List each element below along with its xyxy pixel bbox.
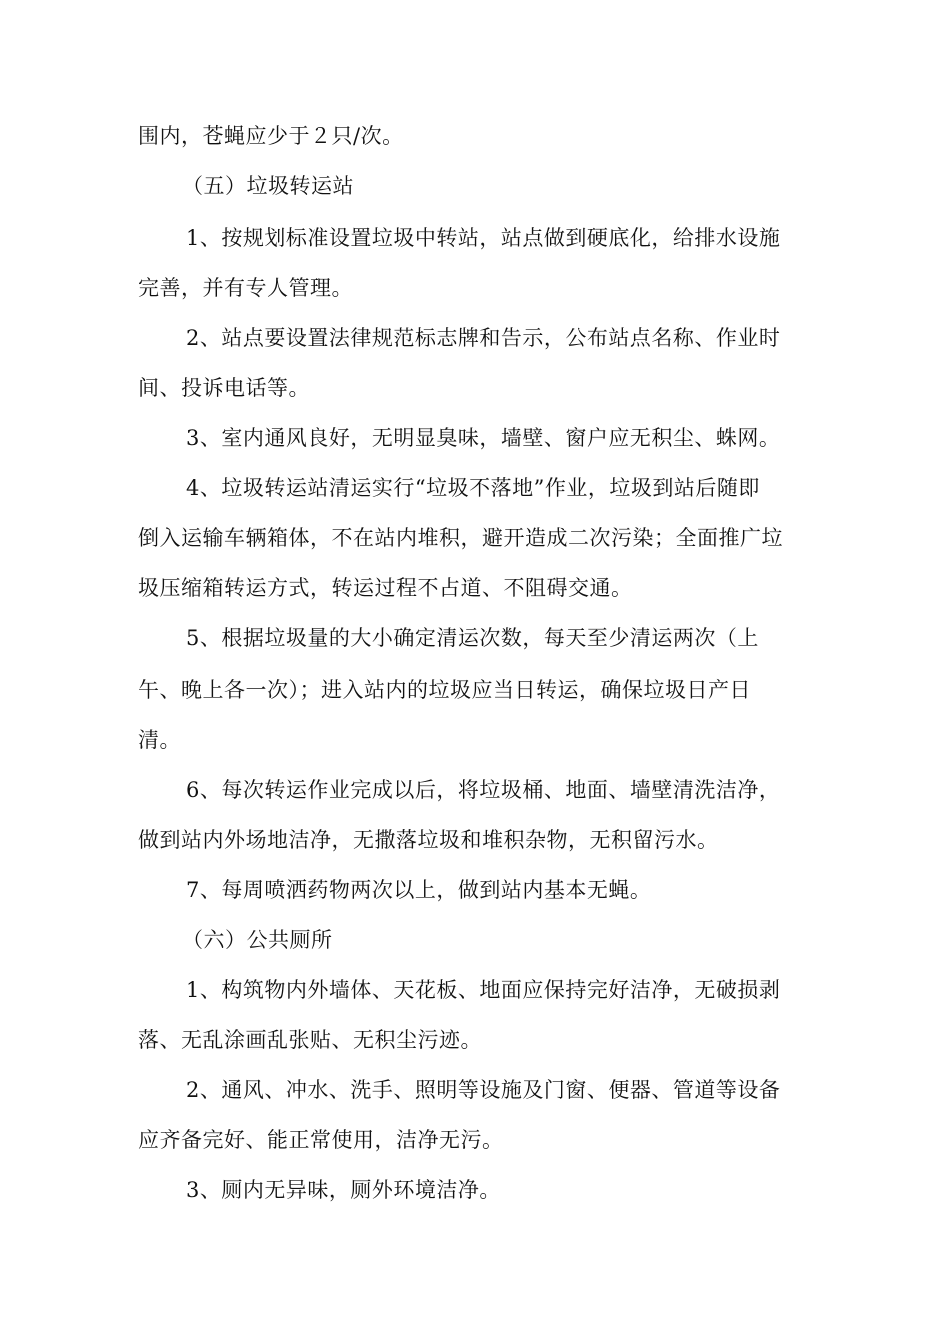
text-line-15: 做到站内外场地洁净，无撒落垃圾和堆积杂物，无积留污水。 (138, 828, 719, 852)
text-line-6: 间、投诉电话等。 (138, 376, 310, 400)
text-line-16: 7、每周喷洒药物两次以上，做到站内基本无蝇。 (186, 878, 652, 902)
text-line-8: 4、垃圾转运站清运实行“垃圾不落地”作业，垃圾到站后随即 (186, 476, 760, 500)
text-line-5: 2、站点要设置法律规范标志牌和告示，公布站点名称、作业时 (186, 326, 781, 350)
text-line-21: 应齐备完好、能正常使用，洁净无污。 (138, 1128, 504, 1152)
text-line-7: 3、室内通风良好，无明显臭味，墙壁、窗户应无积尘、蛛网。 (186, 426, 781, 450)
text-line-1: 围内，苍蝇应少于２只/次。 (138, 124, 404, 148)
text-line-3: 1、按规划标准设置垃圾中转站，站点做到硬底化，给排水设施 (186, 226, 781, 250)
text-line-13: 清。 (138, 728, 181, 752)
text-line-12: 午、晚上各一次）；进入站内的垃圾应当日转运，确保垃圾日产日 (138, 678, 751, 702)
text-line-9: 倒入运输车辆箱体，不在站内堆积，避开造成二次污染；全面推广垃 (138, 526, 783, 550)
section-heading-6: （六）公共厕所 (182, 928, 333, 952)
text-line-18: 1、构筑物内外墙体、天花板、地面应保持完好洁净，无破损剥 (186, 978, 781, 1002)
text-line-20: 2、通风、冲水、洗手、照明等设施及门窗、便器、管道等设备 (186, 1078, 781, 1102)
section-heading-5: （五）垃圾转运站 (182, 174, 354, 198)
text-line-4: 完善，并有专人管理。 (138, 276, 353, 300)
text-line-14: 6、每次转运作业完成以后，将垃圾桶、地面、墙壁清洗洁净， (186, 778, 781, 802)
text-line-10: 圾压缩箱转运方式，转运过程不占道、不阻碍交通。 (138, 576, 633, 600)
text-line-11: 5、根据垃圾量的大小确定清运次数，每天至少清运两次（上 (186, 626, 759, 650)
text-line-19: 落、无乱涂画乱张贴、无积尘污迹。 (138, 1028, 482, 1052)
text-line-22: 3、厕内无异味，厕外环境洁净。 (186, 1178, 501, 1202)
